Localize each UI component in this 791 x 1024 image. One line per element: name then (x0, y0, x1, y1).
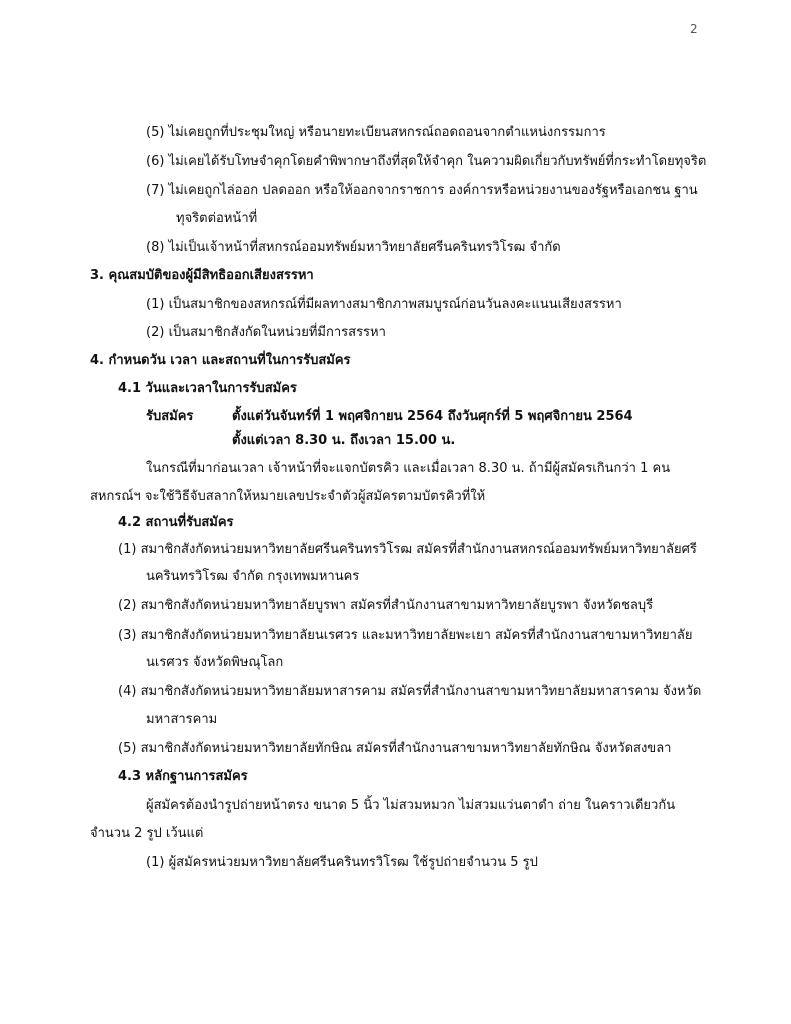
item-text: สมาชิกสังกัดหน่วยมหาวิทยาลัยทักษิณ สมัครที่สำนักงานสาขามหาวิทยาลัยทักษิณ จังหวัดสงขลา (140, 741, 672, 756)
item-text: ผู้สมัครหน่วยมหาวิทยาลัยศรีนครินทรวิโรฒ ใช้รูปถ่ายจำนวน 5 รูป (168, 855, 538, 870)
paragraph: สหกรณ์ฯ จะใช้วิธีจับสลากให้หมายเลขประจำตัวผู้สมัครตามบัตรคิวที่ให้ (90, 489, 486, 504)
item-number: (7) (146, 183, 165, 198)
item-text: ไม่เคยได้รับโทษจำคุกโดยคำพิพากษาถึงที่สุดให้จำคุก ในความผิดเกี่ยวกับทรัพย์ที่กระทำโดยทุจริต (168, 154, 707, 169)
application-times: ตั้งแต่เวลา 8.30 น. ถึงเวลา 15.00 น. (232, 433, 456, 448)
item-text: เป็นสมาชิกของสหกรณ์ที่มีผลทางสมาชิกภาพสมบูรณ์ก่อนวันลงคะแนนเสียงสรรหา (168, 297, 622, 312)
list-item (146, 324, 386, 342)
item-number: (4) (118, 684, 137, 699)
item-number: (6) (146, 154, 165, 169)
item-number: (8) (146, 240, 165, 255)
application-dates: ตั้งแต่วันจันทร์ที่ 1 พฤศจิกายน 2564 ถึงวันศุกร์ที่ 5 พฤศจิกายน 2564 (232, 409, 633, 424)
item-number: (1) (146, 855, 165, 870)
paragraph: ในกรณีที่มาก่อนเวลา เจ้าหน้าที่จะแจกบัตรคิว และเมื่อเวลา 8.30 น. ถ้ามีผู้สมัครเกินกว่า 1 คน (146, 461, 671, 476)
list-item (118, 541, 697, 559)
list-item (146, 182, 698, 200)
list-item (146, 124, 606, 142)
list-item (146, 153, 706, 171)
list-item (146, 296, 622, 314)
list-item-continuation: นเรศวร จังหวัดพิษณุโลก (146, 655, 284, 670)
subsection-heading: 4.1 วันและเวลาในการรับสมัคร (118, 381, 297, 396)
paragraph: จำนวน 2 รูป เว้นแต่ (90, 826, 204, 841)
section-heading: 4. กำหนดวัน เวลา และสถานที่ในการรับสมัคร (90, 353, 351, 368)
item-number: (2) (118, 598, 137, 613)
item-number: (3) (118, 628, 137, 643)
list-item (146, 239, 561, 257)
list-item-continuation: ทุจริตต่อหน้าที่ (176, 211, 258, 226)
list-item (118, 627, 693, 645)
subsection-heading: 4.3 หลักฐานการสมัคร (118, 769, 248, 784)
item-text: สมาชิกสังกัดหน่วยมหาวิทยาลัยมหาสารคาม สมัครที่สำนักงานสาขามหาวิทยาลัยมหาสารคาม จังหวัด (140, 684, 702, 699)
item-text: ไม่เคยถูกที่ประชุมใหญ่ หรือนายทะเบียนสหกรณ์ถอดถอนจากตำแหน่งกรรมการ (168, 125, 606, 140)
item-number: (1) (146, 297, 165, 312)
list-item (118, 597, 653, 615)
item-number: (2) (146, 325, 165, 340)
list-item-continuation: มหาสารคาม (146, 712, 218, 727)
paragraph: ผู้สมัครต้องนำรูปถ่ายหน้าตรง ขนาด 5 นิ้ว ไม่สวมหมวก ไม่สวมแว่นตาดำ ถ่าย ในคราวเดียวกัน (146, 798, 676, 813)
item-text: สมาชิกสังกัดหน่วยมหาวิทยาลัยบูรพา สมัครที่สำนักงานสาขามหาวิทยาลัยบูรพา จังหวัดชลบุรี (140, 598, 654, 613)
application-label: รับสมัคร (146, 409, 194, 424)
item-number: (5) (146, 125, 165, 140)
list-item-continuation: นครินทรวิโรฒ จำกัด กรุงเทพมหานคร (146, 569, 360, 584)
page-number: 2 (690, 22, 698, 36)
list-item (118, 740, 671, 758)
subsection-heading: 4.2 สถานที่รับสมัคร (118, 515, 234, 530)
item-text: เป็นสมาชิกสังกัดในหน่วยที่มีการสรรหา (168, 325, 386, 340)
item-text: ไม่เคยถูกไล่ออก ปลดออก หรือให้ออกจากราชการ องค์การหรือหน่วยงานของรัฐหรือเอกชน ฐาน (168, 183, 698, 198)
list-item (118, 683, 701, 701)
item-text: สมาชิกสังกัดหน่วยมหาวิทยาลัยศรีนครินทรวิโรฒ สมัครที่สำนักงานสหกรณ์ออมทรัพย์มหาวิทยาลัยศรี (140, 542, 697, 557)
item-number: (1) (118, 542, 137, 557)
list-item (146, 854, 538, 872)
item-number: (5) (118, 741, 137, 756)
item-text: สมาชิกสังกัดหน่วยมหาวิทยาลัยนเรศวร และมหาวิทยาลัยพะเยา สมัครที่สำนักงานสาขามหาวิทยาลัย (140, 628, 693, 643)
item-text: ไม่เป็นเจ้าหน้าที่สหกรณ์ออมทรัพย์มหาวิทยาลัยศรีนครินทรวิโรฒ จำกัด (168, 240, 561, 255)
section-heading: 3. คุณสมบัติของผู้มีสิทธิออกเสียงสรรหา (90, 268, 314, 283)
